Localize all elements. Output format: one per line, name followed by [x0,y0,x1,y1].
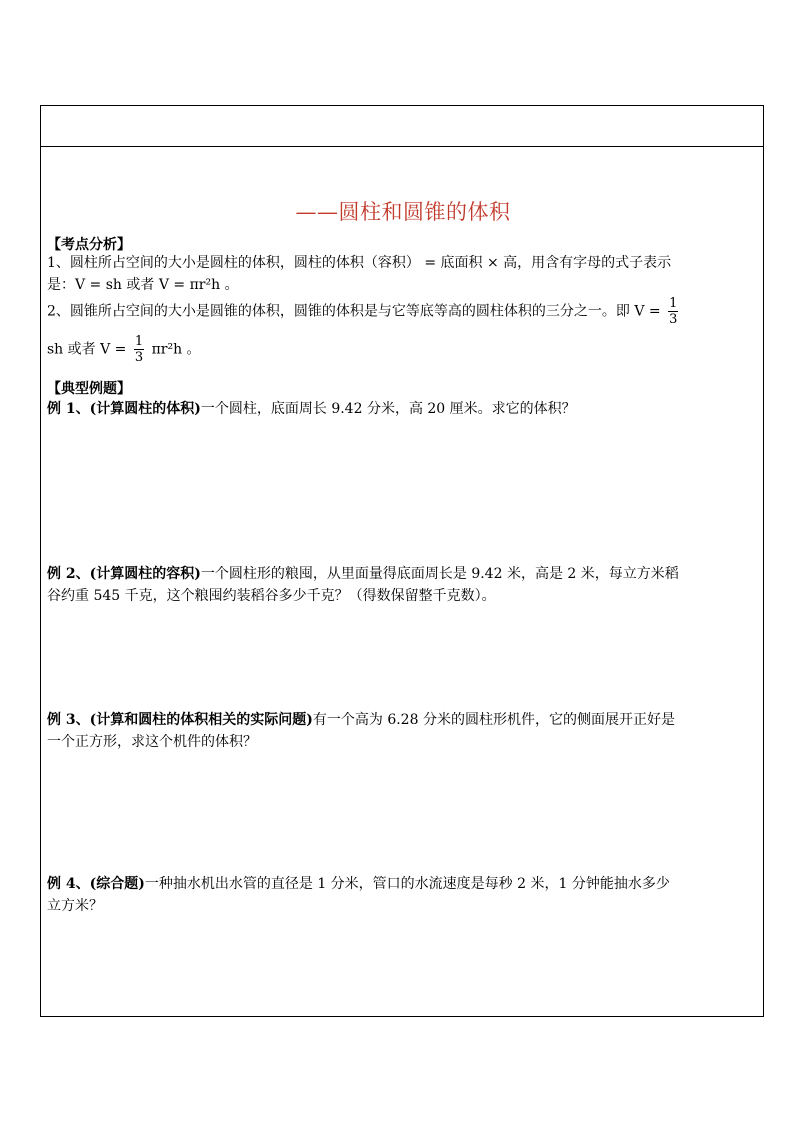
analysis-heading: 【考点分析】 [47,237,131,253]
examples-heading: 【典型例题】 [47,381,131,397]
example-3-label: 例 3、(计算和圆柱的体积相关的实际问题) [47,712,313,728]
example-3-text-line1: 有一个高为 6.28 分米的圆柱形机件，它的侧面展开正好是 [312,712,675,728]
example-2-text-line2: 谷约重 545 千克，这个粮囤约装稻谷多少千克？（得数保留整千克数）。 [47,588,496,604]
example-1-text: 一个圆柱，底面周长 9.42 分米，高 20 厘米。求它的体积？ [200,401,576,417]
example-2 [47,563,759,607]
one-third-fraction: $\frac{1}{3}$ [669,296,678,327]
header-row [41,106,763,147]
example-4-text-line1: 一种抽水机出水管的直径是 1 分米，管口的水流速度是每秒 2 米，1 分钟能抽水多少 [144,876,670,892]
example-1 [47,398,759,420]
example-4-label: 例 4、(综合题) [47,876,145,892]
example-4 [47,873,759,917]
page-title: ——圆柱和圆锥的体积 [295,200,511,224]
analysis-point-1-line1: 1、圆柱所占空间的大小是圆柱的体积，圆柱的体积（容积） = 底面积 × 高，用含有字母的式子表示 [47,255,672,271]
example-2-text-line1: 一个圆柱形的粮囤，从里面量得底面周长是 9.42 米，高是 2 米，每立方米稻 [200,566,679,582]
analysis-point-1 [47,252,759,296]
example-1-label: 例 1、(计算圆柱的体积) [47,401,201,417]
example-2-label: 例 2、(计算圆柱的容积) [47,566,201,582]
example-3-text-line2: 一个正方形，求这个机件的体积？ [47,734,257,750]
analysis-point-1-line2: 是：V = sh 或者 V = πr²h 。 [47,277,239,293]
one-third-fraction: $\frac{1}{3}$ [134,334,144,365]
analysis-point-2-line1: 2、圆锥所占空间的大小是圆锥的体积，圆锥的体积是与它等底等高的圆柱体积的三分之一。即 V = $\frac{1}{3}$ [47,296,678,327]
example-4-text-line2: 立方米？ [47,898,103,914]
pi-symbol: π [189,277,199,293]
analysis-point-2-line2: sh 或者 V = $\frac{1}{3}$ πr²h 。 [47,334,201,365]
pi-symbol: π [151,341,161,358]
example-3 [47,709,759,753]
analysis-point-2 [47,296,759,365]
worksheet-frame [40,105,764,1017]
